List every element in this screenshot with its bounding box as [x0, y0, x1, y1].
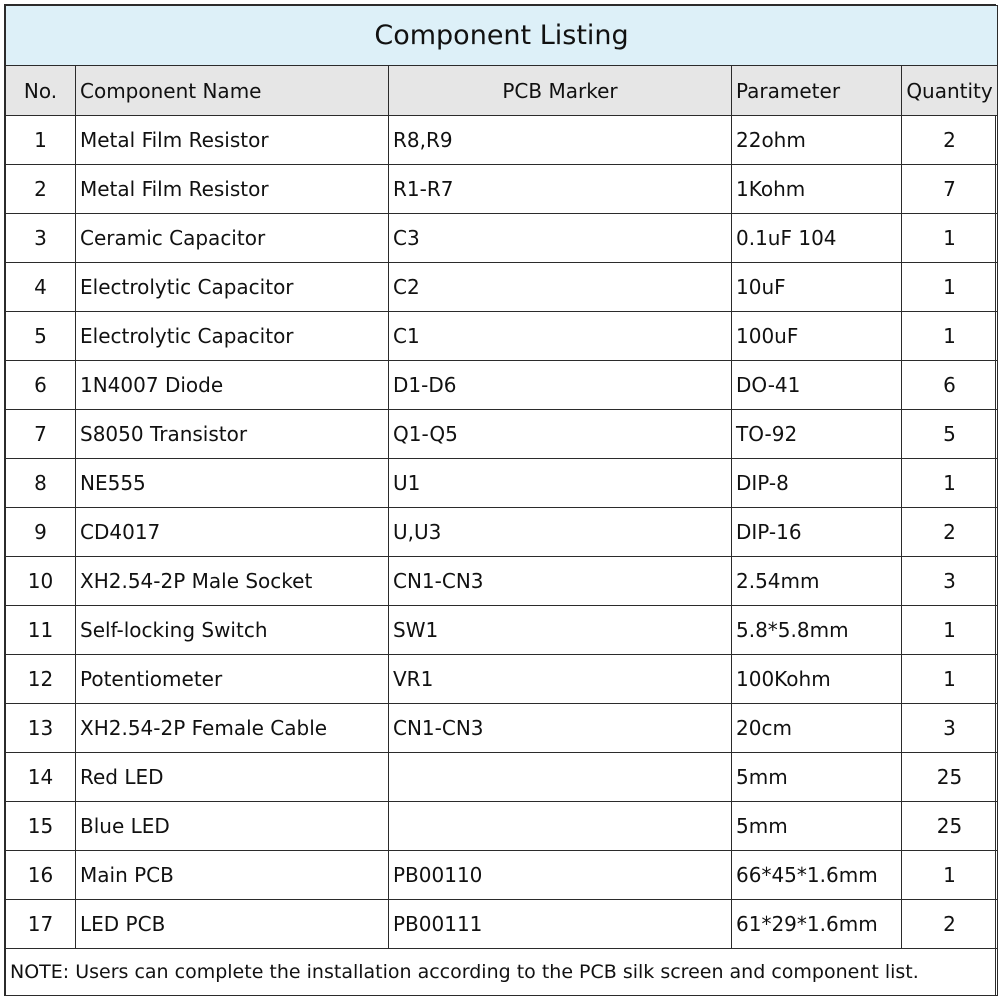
column-header-marker: PCB Marker [389, 66, 732, 116]
cell-quantity: 1 [902, 851, 998, 900]
cell-pcb-marker: Q1-Q5 [389, 410, 732, 459]
cell-component-name: XH2.54-2P Female Cable [76, 704, 389, 753]
table-title: Component Listing [6, 6, 998, 66]
cell-parameter: 61*29*1.6mm [732, 900, 902, 949]
cell-quantity: 25 [902, 753, 998, 802]
cell-no: 11 [6, 606, 76, 655]
cell-quantity: 1 [902, 459, 998, 508]
cell-pcb-marker: PB00110 [389, 851, 732, 900]
cell-quantity: 2 [902, 900, 998, 949]
cell-component-name: NE555 [76, 459, 389, 508]
table-row [6, 851, 998, 900]
cell-component-name: Main PCB [76, 851, 389, 900]
cell-component-name: Metal Film Resistor [76, 165, 389, 214]
table-row [6, 606, 998, 655]
column-header-parameter: Parameter [732, 66, 902, 116]
cell-component-name: 1N4007 Diode [76, 361, 389, 410]
table-row [6, 802, 998, 851]
cell-quantity: 1 [902, 312, 998, 361]
cell-parameter: DIP-16 [732, 508, 902, 557]
column-header-name: Component Name [76, 66, 389, 116]
cell-no: 14 [6, 753, 76, 802]
table-row [6, 704, 998, 753]
cell-quantity: 1 [902, 214, 998, 263]
cell-no: 15 [6, 802, 76, 851]
cell-pcb-marker: R1-R7 [389, 165, 732, 214]
cell-pcb-marker: VR1 [389, 655, 732, 704]
cell-parameter: 5mm [732, 802, 902, 851]
table-row [6, 116, 998, 165]
cell-no: 13 [6, 704, 76, 753]
table-row [6, 508, 998, 557]
cell-no: 7 [6, 410, 76, 459]
table-row [6, 263, 998, 312]
cell-component-name: XH2.54-2P Male Socket [76, 557, 389, 606]
cell-pcb-marker: C1 [389, 312, 732, 361]
cell-component-name: Ceramic Capacitor [76, 214, 389, 263]
cell-pcb-marker: SW1 [389, 606, 732, 655]
component-listing-sheet [4, 4, 996, 996]
cell-pcb-marker: CN1-CN3 [389, 557, 732, 606]
cell-no: 10 [6, 557, 76, 606]
table-row [6, 165, 998, 214]
cell-no: 2 [6, 165, 76, 214]
cell-component-name: CD4017 [76, 508, 389, 557]
cell-pcb-marker: PB00111 [389, 900, 732, 949]
header-row [6, 66, 998, 116]
component-table [5, 5, 998, 996]
cell-no: 6 [6, 361, 76, 410]
cell-quantity: 1 [902, 606, 998, 655]
cell-parameter: 22ohm [732, 116, 902, 165]
cell-quantity: 7 [902, 165, 998, 214]
cell-component-name: Blue LED [76, 802, 389, 851]
cell-pcb-marker: C2 [389, 263, 732, 312]
table-row [6, 753, 998, 802]
cell-pcb-marker: U,U3 [389, 508, 732, 557]
cell-component-name: Self-locking Switch [76, 606, 389, 655]
table-row [6, 459, 998, 508]
cell-parameter: 100uF [732, 312, 902, 361]
installation-note: NOTE: Users can complete the installation according to the PCB silk screen and component list. [6, 949, 998, 996]
cell-parameter: 10uF [732, 263, 902, 312]
cell-parameter: 0.1uF 104 [732, 214, 902, 263]
cell-parameter: 20cm [732, 704, 902, 753]
cell-quantity: 25 [902, 802, 998, 851]
cell-quantity: 6 [902, 361, 998, 410]
cell-component-name: LED PCB [76, 900, 389, 949]
cell-pcb-marker [389, 802, 732, 851]
cell-quantity: 5 [902, 410, 998, 459]
cell-pcb-marker: U1 [389, 459, 732, 508]
cell-no: 3 [6, 214, 76, 263]
cell-no: 5 [6, 312, 76, 361]
cell-pcb-marker: C3 [389, 214, 732, 263]
cell-component-name: Potentiometer [76, 655, 389, 704]
cell-parameter: 100Kohm [732, 655, 902, 704]
cell-no: 12 [6, 655, 76, 704]
cell-pcb-marker: D1-D6 [389, 361, 732, 410]
cell-pcb-marker [389, 753, 732, 802]
table-row [6, 361, 998, 410]
cell-pcb-marker: CN1-CN3 [389, 704, 732, 753]
cell-pcb-marker: R8,R9 [389, 116, 732, 165]
cell-quantity: 3 [902, 704, 998, 753]
cell-no: 9 [6, 508, 76, 557]
cell-parameter: 1Kohm [732, 165, 902, 214]
cell-parameter: TO-92 [732, 410, 902, 459]
cell-parameter: 66*45*1.6mm [732, 851, 902, 900]
cell-parameter: DO-41 [732, 361, 902, 410]
cell-no: 16 [6, 851, 76, 900]
cell-component-name: Metal Film Resistor [76, 116, 389, 165]
cell-no: 4 [6, 263, 76, 312]
table-body [6, 116, 998, 949]
table-row [6, 214, 998, 263]
cell-component-name: Red LED [76, 753, 389, 802]
table-row [6, 900, 998, 949]
cell-parameter: DIP-8 [732, 459, 902, 508]
cell-quantity: 1 [902, 263, 998, 312]
table-row [6, 410, 998, 459]
cell-quantity: 1 [902, 655, 998, 704]
table-row [6, 557, 998, 606]
cell-parameter: 2.54mm [732, 557, 902, 606]
cell-quantity: 2 [902, 116, 998, 165]
note-row [6, 949, 998, 996]
cell-no: 8 [6, 459, 76, 508]
cell-component-name: S8050 Transistor [76, 410, 389, 459]
column-header-quantity: Quantity [902, 66, 998, 116]
cell-no: 1 [6, 116, 76, 165]
table-row [6, 312, 998, 361]
cell-quantity: 2 [902, 508, 998, 557]
cell-component-name: Electrolytic Capacitor [76, 263, 389, 312]
column-header-no: No. [6, 66, 76, 116]
cell-quantity: 3 [902, 557, 998, 606]
cell-no: 17 [6, 900, 76, 949]
cell-parameter: 5.8*5.8mm [732, 606, 902, 655]
cell-component-name: Electrolytic Capacitor [76, 312, 389, 361]
table-row [6, 655, 998, 704]
cell-parameter: 5mm [732, 753, 902, 802]
